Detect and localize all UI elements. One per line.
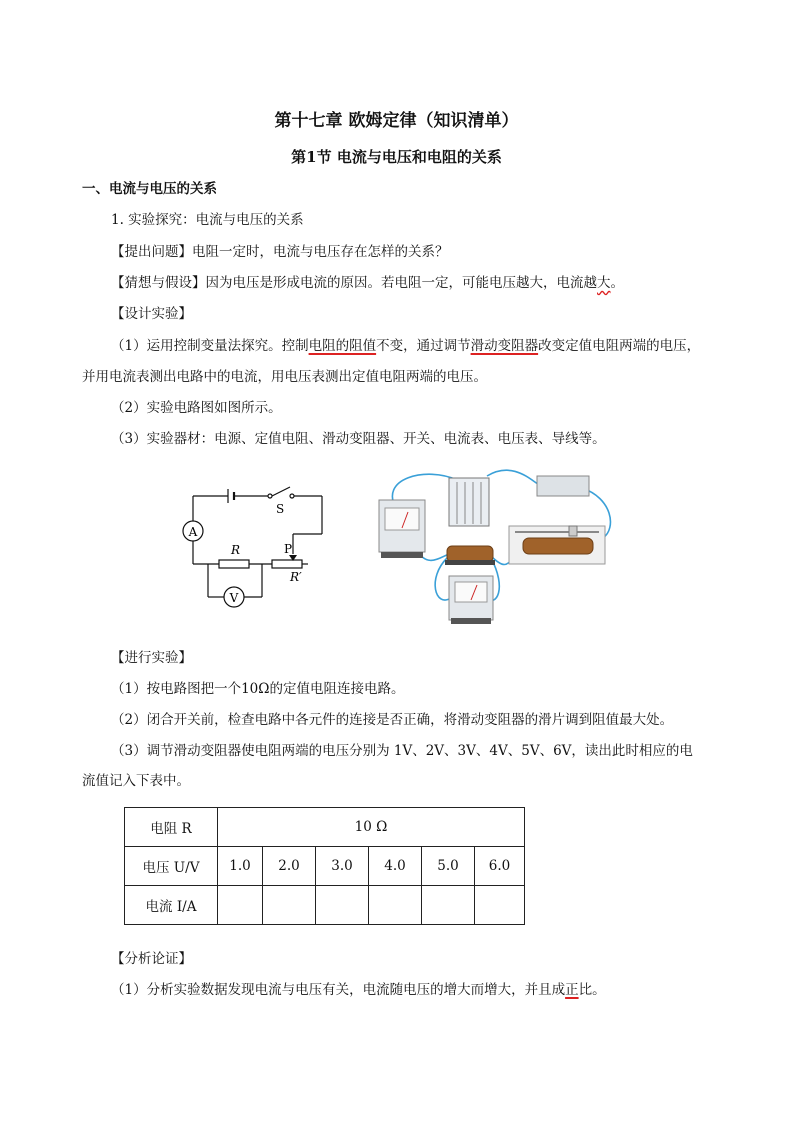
rheostat-label: R′ xyxy=(290,570,302,584)
design-answer-2: 滑动变阻器 xyxy=(470,338,539,354)
item-1: 1. 实验探究：电流与电压的关系 xyxy=(111,212,304,228)
battery-device xyxy=(449,478,489,526)
guess-text-end: 。 xyxy=(610,275,624,291)
table-cell: 6.0 xyxy=(475,847,525,886)
circuit-diagram xyxy=(178,484,328,609)
analysis-step-1 xyxy=(111,978,606,998)
table-row xyxy=(125,886,525,925)
design-step-2: （2）实验电路图如图所示。 xyxy=(111,400,282,416)
conduct-step-1: （1）按电路图把一个10Ω的定值电阻连接电路。 xyxy=(111,681,405,697)
analysis-answer: 正 xyxy=(565,982,579,998)
design-text-b: 不变，通过调节 xyxy=(376,338,471,354)
ask-tag: 【提出问题】 xyxy=(111,244,192,260)
conduct-tag: 【进行实验】 xyxy=(111,650,192,666)
table-cell xyxy=(422,886,475,925)
guess-tag: 【猜想与假设】 xyxy=(111,275,206,291)
switch-label: S xyxy=(276,502,285,516)
table-row xyxy=(125,808,525,847)
analysis-text-b: 比。 xyxy=(578,982,606,998)
table-cell: 电流 I/A xyxy=(125,886,218,925)
table-cell xyxy=(218,886,263,925)
ask-text: 电阻一定时，电流与电压存在怎样的关系？ xyxy=(192,244,449,260)
table-cell xyxy=(263,886,316,925)
table-cell: 2.0 xyxy=(263,847,316,886)
design-step-3: （3）实验器材：电源、定值电阻、滑动变阻器、开关、电流表、电压表、导线等。 xyxy=(111,431,606,447)
section-title: 第1节 电流与电压和电阻的关系 xyxy=(291,148,502,166)
table-cell: 3.0 xyxy=(316,847,369,886)
design-text-a: （1）运用控制变量法探究。控制 xyxy=(111,338,309,354)
guess-text: 因为电压是形成电流的原因。若电阻一定，可能电压越大，电流越 xyxy=(205,275,597,291)
conduct-step-3-line2: 流值记入下表中。 xyxy=(82,773,190,789)
chapter-title: 第十七章 欧姆定律（知识清单） xyxy=(274,111,519,131)
switch-device xyxy=(537,476,589,496)
conduct-step-3: （3）调节滑动变阻器使电阻两端的电压分别为 1V、2V、3V、4V、5V、6V，读出此时相应的电 xyxy=(111,743,693,759)
design-text-c: 改变定值电阻两端的电压， xyxy=(538,338,701,354)
table-cell: 10 Ω xyxy=(218,808,525,847)
table-cell xyxy=(316,886,369,925)
ask-paragraph xyxy=(111,240,449,260)
guess-answer: 大 xyxy=(597,275,611,291)
analysis-tag: 【分析论证】 xyxy=(111,951,192,967)
heading-voltage-relation: 一、电流与电压的关系 xyxy=(82,181,217,197)
table-row xyxy=(125,847,525,886)
table-cell: 5.0 xyxy=(422,847,475,886)
analysis-text-a: （1）分析实验数据发现电流与电压有关，电流随电压的增大而增大，并且成 xyxy=(111,982,566,998)
conduct-step-2: （2）闭合开关前，检查电路中各元件的连接是否正确，将滑动变阻器的滑片调到阻值最大处。 xyxy=(111,712,674,728)
apparatus-photo xyxy=(367,458,619,633)
ammeter-label: A xyxy=(188,525,198,539)
table-cell: 电压 U/V xyxy=(125,847,218,886)
table-cell: 1.0 xyxy=(218,847,263,886)
voltmeter-label: V xyxy=(229,591,239,605)
slider-label: P xyxy=(284,542,293,556)
guess-paragraph xyxy=(111,271,624,291)
design-step-1-line2: 并用电流表测出电路中的电流，用电压表测出定值电阻两端的电压。 xyxy=(82,369,487,385)
design-tag: 【设计实验】 xyxy=(111,306,192,322)
design-step-1 xyxy=(111,334,700,354)
resistor-label: R xyxy=(231,543,241,557)
table-cell: 电阻 R xyxy=(125,808,218,847)
data-table xyxy=(124,807,525,925)
table-cell: 4.0 xyxy=(369,847,422,886)
design-answer-1: 电阻的阻值 xyxy=(308,338,377,354)
resistor-device xyxy=(447,546,493,562)
table-cell xyxy=(475,886,525,925)
table-cell xyxy=(369,886,422,925)
